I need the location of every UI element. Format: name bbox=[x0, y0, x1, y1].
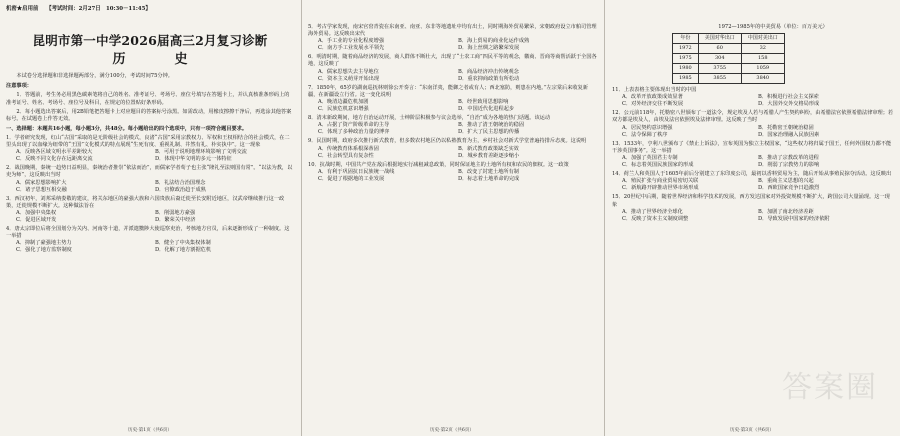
option-c: C．南方手工业发展水平领先 bbox=[318, 45, 385, 52]
question-stem: 10．抗战时期，中国共产党在敌后根据地实行减租减息政策，同时保证地主的土地所有权和农民的佃权。这一政策 bbox=[308, 161, 569, 168]
question-5 bbox=[308, 24, 598, 52]
question-stem: 5．考古学家发现，南宋官窑青瓷在东南亚、南亚、东非等地遗址中均有出土，同时期海外贸易繁荣，宋朝政府设立市舶司管理海外贸易。这反映出宋代 bbox=[308, 24, 597, 38]
page-footer-2 bbox=[302, 427, 602, 433]
option-d: D．城乡教育差距逐步缩小 bbox=[458, 152, 520, 159]
option-c: C．社会转型具有复杂性 bbox=[318, 152, 374, 159]
table-header-row bbox=[673, 34, 785, 44]
column-divider bbox=[301, 0, 302, 436]
option-d: D．大国外交外交格局形成 bbox=[758, 101, 820, 108]
section-heading: 一、选择题：本题共16小题，每小题3分，共48分。每小题给出的四个选项中，只有一项符合题目要求。 bbox=[6, 125, 248, 132]
option-c: C．新航路开辟推动世界市场形成 bbox=[622, 185, 699, 192]
option-a: A．抑制了豪强地主势力 bbox=[16, 240, 72, 247]
exam-header bbox=[6, 6, 294, 13]
option-a: A．加强中央集权 bbox=[16, 209, 57, 216]
table-cell: 3840 bbox=[741, 74, 784, 84]
option-d: D．繁荣关中经济 bbox=[155, 216, 196, 223]
question-11 bbox=[612, 24, 894, 108]
question-stem: 14．荷兰人和英国人于1605年前后分别建立了东印度公司，最初以香料贸易为主，随后开始从事殖民掠夺活动。这反映出 bbox=[612, 171, 892, 178]
option-c: C．促进了根据地的工业发展 bbox=[318, 175, 385, 182]
page-footer-1 bbox=[0, 427, 300, 433]
option-b: B．可用于说明地理环境影响了文明交流 bbox=[155, 149, 247, 156]
option-a: A．有利于巩固抗日民族统一战线 bbox=[318, 168, 395, 175]
table-row bbox=[673, 64, 785, 74]
option-c: C．强化了地方监察制度 bbox=[16, 247, 72, 254]
option-c: C．民族危机意识增强 bbox=[318, 106, 369, 113]
table-cell: 32 bbox=[741, 44, 784, 54]
question-stem: 8．清末新政期间，地方自治运动开展，士绅阶层积极参与议会选举，“自治”成为各地的热门话题。该运动 bbox=[308, 115, 551, 122]
option-d: D．国家治理融入民族因素 bbox=[758, 131, 820, 138]
option-b: B．积极进行社会主义探索 bbox=[758, 94, 819, 101]
option-d: D．削弱了宗教势力的影响 bbox=[758, 162, 820, 169]
table-cell: 1985 bbox=[673, 74, 699, 84]
option-c: C．诸子思想互相交融 bbox=[16, 186, 67, 193]
option-a: A．居民契约意识增强 bbox=[622, 124, 673, 131]
option-a: A．加强了英国君主专制 bbox=[622, 154, 678, 161]
option-b: B．加剧了南北经济差距 bbox=[758, 208, 814, 215]
option-c: C．对外经济交往不断发展 bbox=[622, 101, 684, 108]
question-10 bbox=[308, 162, 598, 183]
table-header: 年份 bbox=[673, 34, 699, 44]
table-row bbox=[673, 54, 785, 64]
table-cell: 60 bbox=[698, 44, 741, 54]
option-a: A．占据了资产阶级革命的主导 bbox=[318, 122, 390, 129]
question-stem: 6．明清时期，随着商品经济的发展，商人群体不断壮大，出现了“士农工商”四民平等的观念，徽商、晋商等商帮活跃于全国各地，这反映了 bbox=[308, 54, 597, 68]
table-title: 1972—1985年的中美贸易（单位：百万美元） bbox=[718, 24, 828, 30]
question-6 bbox=[308, 54, 598, 82]
secret-label: 机密★启用前 bbox=[6, 6, 39, 12]
page-footer-3 bbox=[604, 427, 900, 433]
footer-text: 历史·第1页（共6页） bbox=[127, 428, 173, 433]
option-b: B．托勒密王朝统治稳固 bbox=[758, 124, 814, 131]
table-header: 美国对华出口 bbox=[698, 34, 741, 44]
option-a: A．推动了世界经济全球化 bbox=[622, 208, 683, 215]
question-14 bbox=[612, 171, 894, 192]
option-a: A．手工业的专业化程度增强 bbox=[318, 38, 384, 45]
notes-heading: 注意事项： bbox=[6, 83, 32, 90]
option-b: B．推动了清王朝统治的稳固 bbox=[458, 122, 525, 129]
footer-text: 历史·第3页（共6页） bbox=[729, 428, 775, 433]
option-a: A．反映各区域文明水平差距较大 bbox=[16, 149, 93, 156]
option-c: C．体现了多种政治力量的博弈 bbox=[318, 129, 390, 136]
question-7 bbox=[308, 85, 598, 113]
trade-table bbox=[672, 33, 785, 84]
table-cell: 158 bbox=[741, 54, 784, 64]
table-cell: 3755 bbox=[698, 64, 741, 74]
option-c: C．法令保障了秩序 bbox=[622, 131, 668, 138]
option-a: A．儒家思想失去主导地位 bbox=[318, 68, 379, 75]
column-divider bbox=[604, 0, 605, 436]
option-d: D．海上丝绸之路繁荣发展 bbox=[458, 45, 520, 52]
option-b: B．商品经济冲击传统观念 bbox=[458, 68, 519, 75]
note-2: 2．每小题选出答案后，用2B铅笔把答题卡上对应题目的答案标号涂黑。如需改动，用橡皮擦擦干净后，再选涂其他答案标号。在试题卷上作答无效。 bbox=[6, 108, 292, 122]
question-8 bbox=[308, 115, 598, 136]
option-d: D．化解了地方割据危机 bbox=[155, 247, 212, 254]
page-2 bbox=[308, 4, 598, 432]
option-d: D．中国近代化进程起步 bbox=[458, 106, 515, 113]
option-c: C．反映不同文化存在远距离交流 bbox=[16, 156, 93, 163]
option-c: C．反映了资本主义制度调整 bbox=[622, 215, 689, 222]
question-stem: 2．战国晚期，秦统一趋势日益明显，秦统治者推崇“依法而治”，而儒家学者荀子也主张“隆礼至法则国有常”。“以法为教，以吏为师”，这反映出当时 bbox=[6, 165, 293, 179]
table-cell: 1980 bbox=[673, 64, 699, 74]
table-row bbox=[673, 44, 785, 54]
option-b: B．推动了宗教改革的进程 bbox=[758, 154, 819, 161]
question-2 bbox=[6, 165, 294, 193]
option-b: B．海上贸易的商业化运作成熟 bbox=[458, 38, 530, 45]
page-1 bbox=[6, 4, 294, 432]
question-3 bbox=[6, 196, 294, 224]
option-b: B．经世致用思想影响 bbox=[458, 98, 509, 105]
question-1 bbox=[6, 135, 294, 163]
option-b: B．礼法结合治国理念 bbox=[155, 179, 206, 186]
option-b: B．重商主义思想的兴起 bbox=[758, 178, 814, 185]
question-stem: 15．20世纪中后期，随着世界经济和科学技术的发展，西方发达国家对外投资规模不断扩大，跨国公司大量涌现。这一现象 bbox=[612, 194, 890, 208]
footer-text: 历史·第2页（共6页） bbox=[429, 428, 475, 433]
option-b: B．改变了封建土地所有制 bbox=[458, 168, 519, 175]
question-stem: 9．民国时期，政府多次推行新式教育，但多数农村地区仍以私塾教育为主，乡村社会对新式学堂普遍持排斥态度。这说明 bbox=[308, 138, 587, 145]
option-b: B．削弱地方豪强 bbox=[155, 209, 196, 216]
table-cell: 3855 bbox=[698, 74, 741, 84]
intro-text: 本试卷分选择题和非选择题两部分，满分100分，考试时间75分钟。 bbox=[16, 73, 173, 80]
option-a: A．改革开放政策成效显著 bbox=[622, 94, 683, 101]
exam-time: 【考试时间：2月27日 10:30－11:45】 bbox=[46, 6, 151, 12]
exam-title: 昆明市第一中学2026届高三2月复习诊断 bbox=[32, 33, 268, 49]
question-stem: 1．学者研究发现，红山“古国”采取的是无阶级社会的模式，良渚“古国”采用宗教权力、军权和王权相结合的社会模式，在二里头出现了以血缘为纽带的“王国”文化模式的特点展现“生死有度、重视礼制、井然有礼、朴实执中”。这一现象 bbox=[6, 134, 290, 149]
option-d: D．标志着土地革命的完成 bbox=[458, 175, 520, 182]
question-stem: 11．上表表格主要体现出当时的中国 bbox=[612, 87, 697, 94]
option-d: D．重农抑商政策有所松动 bbox=[458, 75, 520, 82]
watermark-logo: 答案圈 bbox=[782, 370, 878, 405]
option-d: D．体现中华文明的多元一体特征 bbox=[155, 156, 232, 163]
question-stem: 4．唐太宗即位后将全国划分为关内、河南等十道，并派遣黜陟大使巡察吏治，考核地方官员，后来逐渐形成了一种制度。这一举措 bbox=[6, 226, 290, 240]
option-b: B．新式教育政策缺乏实效 bbox=[458, 145, 519, 152]
table-cell: 1975 bbox=[673, 54, 699, 64]
table-header: 中国对美出口 bbox=[741, 34, 784, 44]
table-cell: 1059 bbox=[741, 64, 784, 74]
page-3 bbox=[612, 4, 894, 432]
option-d: D．扩大了民主思想的传播 bbox=[458, 129, 520, 136]
option-d: D．导致发展中国家的经济依附 bbox=[758, 215, 830, 222]
option-a: A．儒家思想影响扩大 bbox=[16, 179, 67, 186]
note-1: 1．答题前，考生务必用黑色碳素笔将自己的姓名、准考证号、考场号、座位号填写在答题卡上，并认真核准条形码上的准考证号、姓名、考场号、座位号及科目，在规定的位置贴好条形码。 bbox=[6, 92, 290, 106]
question-13 bbox=[612, 141, 894, 169]
question-stem: 13．1533年，亨利八世颁布了《禁止上诉法》，宣布英国为独立主权国家，“这些权力将归属于国王，任何外国权力都不能干涉英国事务”。这一举措 bbox=[612, 140, 892, 154]
option-b: B．健全了中央集权体制 bbox=[155, 240, 211, 247]
option-d: D．官僚政治趋于成熟 bbox=[155, 186, 206, 193]
question-4 bbox=[6, 226, 294, 254]
option-c: C．标志着英国民族国家的形成 bbox=[622, 162, 694, 169]
subject-title: 历 史 bbox=[112, 52, 206, 68]
option-c: C．资本主义萌芽开始出现 bbox=[318, 75, 380, 82]
table-cell: 304 bbox=[698, 54, 741, 64]
question-12 bbox=[612, 110, 894, 138]
table-row bbox=[673, 74, 785, 84]
question-15 bbox=[612, 194, 894, 222]
option-a: A．传统教育体系根深蒂固 bbox=[318, 145, 379, 152]
option-c: C．促进区域开发 bbox=[16, 216, 57, 223]
option-a: A．殖民扩张与商业贸易密切关联 bbox=[622, 178, 699, 185]
question-stem: 12．公元前118年，托勒密八世颁布了一道法令，规定埃及人若与希腊人产生契约纠纷，由希腊法官依照希腊法律审理；若双方都是埃及人，由埃及法官依照埃及法律审理。这反映了当时 bbox=[612, 110, 894, 124]
option-d: D．西欧国家竞争日趋激烈 bbox=[758, 185, 820, 192]
option-a: A．晚清边疆危机加剧 bbox=[318, 98, 369, 105]
question-9 bbox=[308, 138, 598, 159]
table-cell: 1972 bbox=[673, 44, 699, 54]
question-stem: 7．1850年，65岁的湖南巡抚林则徐公开奏言：“东南洋夷，能御之者或有人；西北塞防，则患在内地。”左宗棠后来收复新疆，在新疆设立行省。这一变化说明 bbox=[308, 84, 588, 98]
question-stem: 3．西汉初年，刘邦采纳娄敬的建议，将关东地区的豪强大族和六国贵族后裔迁徙至长安附近地区，汉武帝继续推行这一政策，迁徙规模不断扩大。这种做法旨在 bbox=[6, 195, 285, 209]
